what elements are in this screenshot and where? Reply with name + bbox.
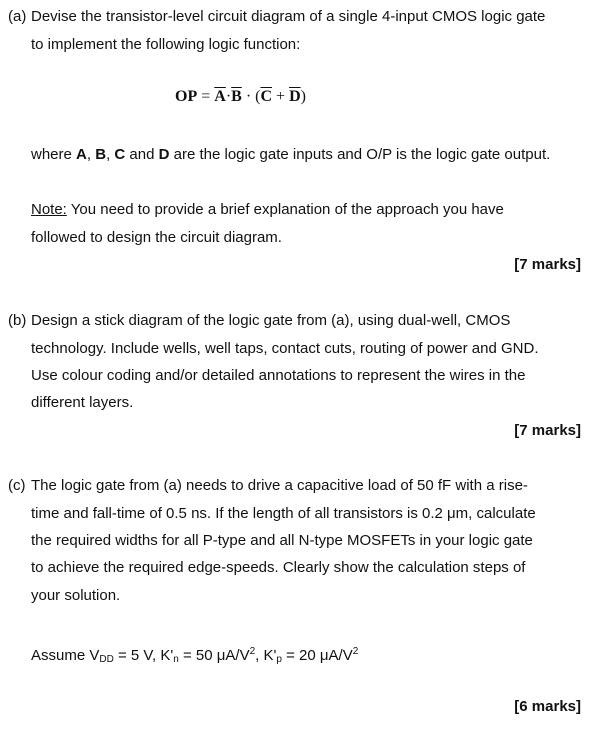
where-input-d: D	[158, 146, 170, 163]
note-line-2: followed to design the circuit diagram.	[31, 229, 282, 246]
part-c-text-1: The logic gate from (a) needs to drive a capacitive load of 50 fF with a rise-	[31, 477, 528, 494]
where-post: are the logic gate inputs and O/P is the logic gate output.	[169, 146, 551, 163]
assume-mid-4: = 20 μA/V	[281, 647, 353, 664]
eq-equals: =	[201, 88, 211, 105]
where-sep-2: ,	[106, 146, 115, 163]
vdd-subscript: DD	[99, 654, 114, 665]
eq-dot-2: ·	[245, 88, 252, 105]
kn-unit-square: 2	[249, 646, 256, 657]
eq-op: OP	[175, 88, 198, 105]
eq-close-paren: )	[300, 88, 306, 105]
part-c-text-2: time and fall-time of 0.5 ns. If the length of all transistors is 0.2 μm, calculate	[31, 505, 536, 522]
note-label: Note:	[31, 201, 67, 218]
part-b-text-2: technology. Include wells, well taps, contact cuts, routing of power and GND.	[31, 340, 539, 357]
eq-c-bar: $\overline{C}$	[260, 88, 273, 105]
note-text	[31, 200, 504, 219]
part-a-text-2: to implement the following logic function:	[31, 36, 301, 53]
part-c-label: (c)	[8, 477, 26, 494]
eq-d-bar: $\overline{D}$	[289, 88, 301, 105]
part-a-label: (a)	[8, 8, 27, 25]
part-b-text-1: Design a stick diagram of the logic gate from (a), using dual-well, CMOS	[31, 312, 511, 329]
part-c-text-4: to achieve the required edge-speeds. Clearly show the calculation steps of	[31, 559, 526, 576]
part-c-marks: [6 marks]	[514, 698, 581, 715]
where-input-b: B	[95, 146, 107, 163]
where-and: and	[125, 146, 159, 163]
part-c-text-5: your solution.	[31, 587, 121, 604]
part-a-text-1: Devise the transistor-level circuit diagram of a single 4-input CMOS logic gate	[31, 8, 546, 25]
assume-mid-3: , K	[255, 647, 274, 664]
kn-subscript: n	[173, 654, 179, 665]
where-input-a: A	[76, 146, 87, 163]
eq-b-bar: $\overline{B}$	[231, 88, 242, 105]
assume-pre: Assume V	[31, 647, 100, 664]
assume-mid-1: = 5 V, K	[113, 647, 171, 664]
part-b-label: (b)	[8, 312, 27, 329]
kp-unit-square: 2	[352, 646, 359, 657]
note-line-1: You need to provide a brief explanation of the approach you have	[66, 201, 504, 218]
kn-prime-mark: '	[170, 647, 174, 664]
eq-open-paren: (	[255, 88, 261, 105]
part-c-text-3: the required widths for all P-type and all N-type MOSFETs in your logic gate	[31, 532, 533, 549]
where-pre: where	[31, 146, 77, 163]
kp-subscript: p	[276, 654, 282, 665]
eq-plus: +	[276, 88, 286, 105]
part-a-marks: [7 marks]	[514, 256, 581, 273]
assume-text	[31, 642, 358, 669]
where-input-c: C	[114, 146, 126, 163]
eq-a-bar: $\overline{A}$	[214, 88, 226, 105]
kp-prime-mark: '	[273, 647, 277, 664]
where-sep-1: ,	[86, 146, 96, 163]
where-sentence	[31, 145, 550, 164]
assume-mid-2: = 50 μA/V	[178, 647, 250, 664]
part-b-text-4: different layers.	[31, 394, 134, 411]
part-b-marks: [7 marks]	[514, 422, 581, 439]
eq-dot-1: ·	[225, 88, 232, 105]
part-b-text-3: Use colour coding and/or detailed annotations to represent the wires in the	[31, 367, 526, 384]
logic-equation	[175, 88, 306, 106]
